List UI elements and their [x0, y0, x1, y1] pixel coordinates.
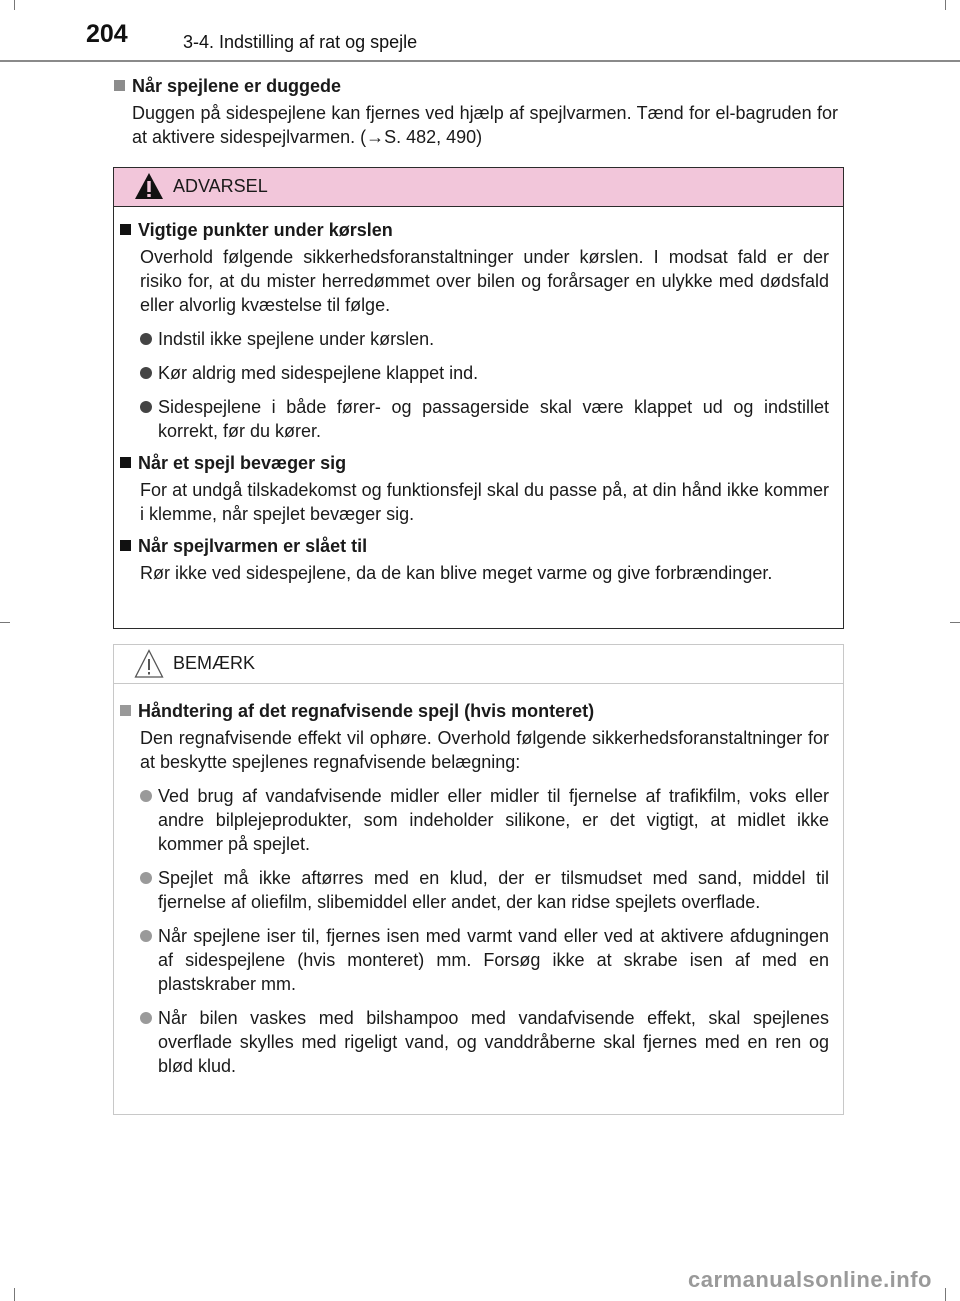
warning-item-text: Rør ikke ved sidespejlene, da de kan blive meget varme og give forbrændinger.	[140, 563, 773, 583]
square-bullet-icon	[120, 224, 131, 235]
square-bullet-icon	[114, 80, 125, 91]
warning-body	[114, 220, 843, 595]
caution-icon	[134, 649, 164, 679]
page-number: 204	[86, 20, 128, 48]
warning-item-heading: Når et spejl bevæger sig	[114, 453, 843, 474]
warning-icon	[134, 172, 164, 200]
bullet-dot-icon	[140, 790, 152, 802]
warning-item-text: Overhold følgende sikkerhedsforanstaltninger under kørslen. I modsat fald er der risiko for, at du mister herredømmet over bilen og forårsager en ulykke med dødsfald eller alvorlig kvæstelse til følge.	[140, 247, 829, 315]
footer-watermark: carmanualsonline.info	[688, 1267, 932, 1292]
warning-header	[114, 168, 843, 207]
notice-box	[113, 644, 844, 1115]
notice-body	[114, 701, 843, 1088]
warning-bullet: Kør aldrig med sidespejlene klappet ind.	[114, 361, 829, 385]
square-bullet-icon	[120, 705, 131, 716]
warning-bullet: Indstil ikke spejlene under kørslen.	[114, 327, 829, 351]
bullet-dot-icon	[140, 930, 152, 942]
warning-item-heading: Når spejlvarmen er slået til	[114, 536, 843, 557]
notice-bullet: Spejlet må ikke aftørres med en klud, der er tilsmudset med sand, middel til fjernelse af oliefilm, slibemiddel eller andet, der kan ridse spejlets overflade.	[114, 866, 829, 914]
bullet-dot-icon	[140, 1012, 152, 1024]
section-text: Duggen på sidespejlene kan fjernes ved hjælp af spejlvarmen. Tænd for el-bagruden for at aktivere sidespejlvarmen. (→S. 482, 490)	[132, 103, 838, 147]
chapter-title: 3-4. Indstilling af rat og spejle	[183, 32, 418, 52]
warning-title: ADVARSEL	[173, 176, 268, 196]
header-rule	[0, 60, 960, 62]
notice-text: Den regnafvisende effekt vil ophøre. Overhold følgende sikkerhedsforanstaltninger for at beskytte spejlenes regnafvisende belægning:	[140, 728, 829, 772]
notice-bullet: Ved brug af vandafvisende midler eller midler til fjernelse af trafikfilm, voks eller andre bilplejeprodukter, som indeholder silikone, er det vigtigt, at midlet ikke kommer på spejlet.	[114, 784, 829, 856]
notice-bullet: Når spejlene iser til, fjernes isen med varmt vand eller ved at aktivere afdugningen af sidespejlene (hvis monteret) mm. Forsøg ikke at skrabe isen af med en plastskraber mm.	[114, 924, 829, 996]
notice-bullet: Når bilen vaskes med bilshampoo med vandafvisende effekt, skal spejlenes overflade skylles med rigeligt vand, og vanddråberne skal fjernes med en ren og blød klud.	[114, 1006, 829, 1078]
bullet-dot-icon	[140, 872, 152, 884]
bullet-dot-icon	[140, 401, 152, 413]
crop-mark	[945, 1288, 946, 1301]
crop-mark	[950, 622, 960, 623]
square-bullet-icon	[120, 457, 131, 468]
notice-heading: Håndtering af det regnafvisende spejl (hvis monteret)	[114, 701, 843, 722]
warning-item-text: For at undgå tilskadekomst og funktionsfejl skal du passe på, at din hånd ikke kommer i klemme, når spejlet bevæger sig.	[140, 480, 829, 524]
bullet-dot-icon	[140, 367, 152, 379]
section-heading	[114, 76, 341, 97]
notice-title: BEMÆRK	[173, 653, 256, 673]
crop-mark	[14, 1288, 15, 1301]
warning-item-heading: Vigtige punkter under kørslen	[114, 220, 843, 241]
crop-mark	[14, 0, 15, 10]
bullet-dot-icon	[140, 333, 152, 345]
notice-header	[114, 645, 843, 684]
square-bullet-icon	[120, 540, 131, 551]
crop-mark	[0, 622, 10, 623]
section-title: Når spejlene er duggede	[132, 76, 342, 96]
warning-bullet: Sidespejlene i både fører- og passagerside skal være klappet ud og indstillet korrekt, før du kører.	[114, 395, 829, 443]
page-header	[0, 0, 960, 62]
warning-box	[113, 167, 844, 629]
crop-mark	[945, 0, 946, 10]
